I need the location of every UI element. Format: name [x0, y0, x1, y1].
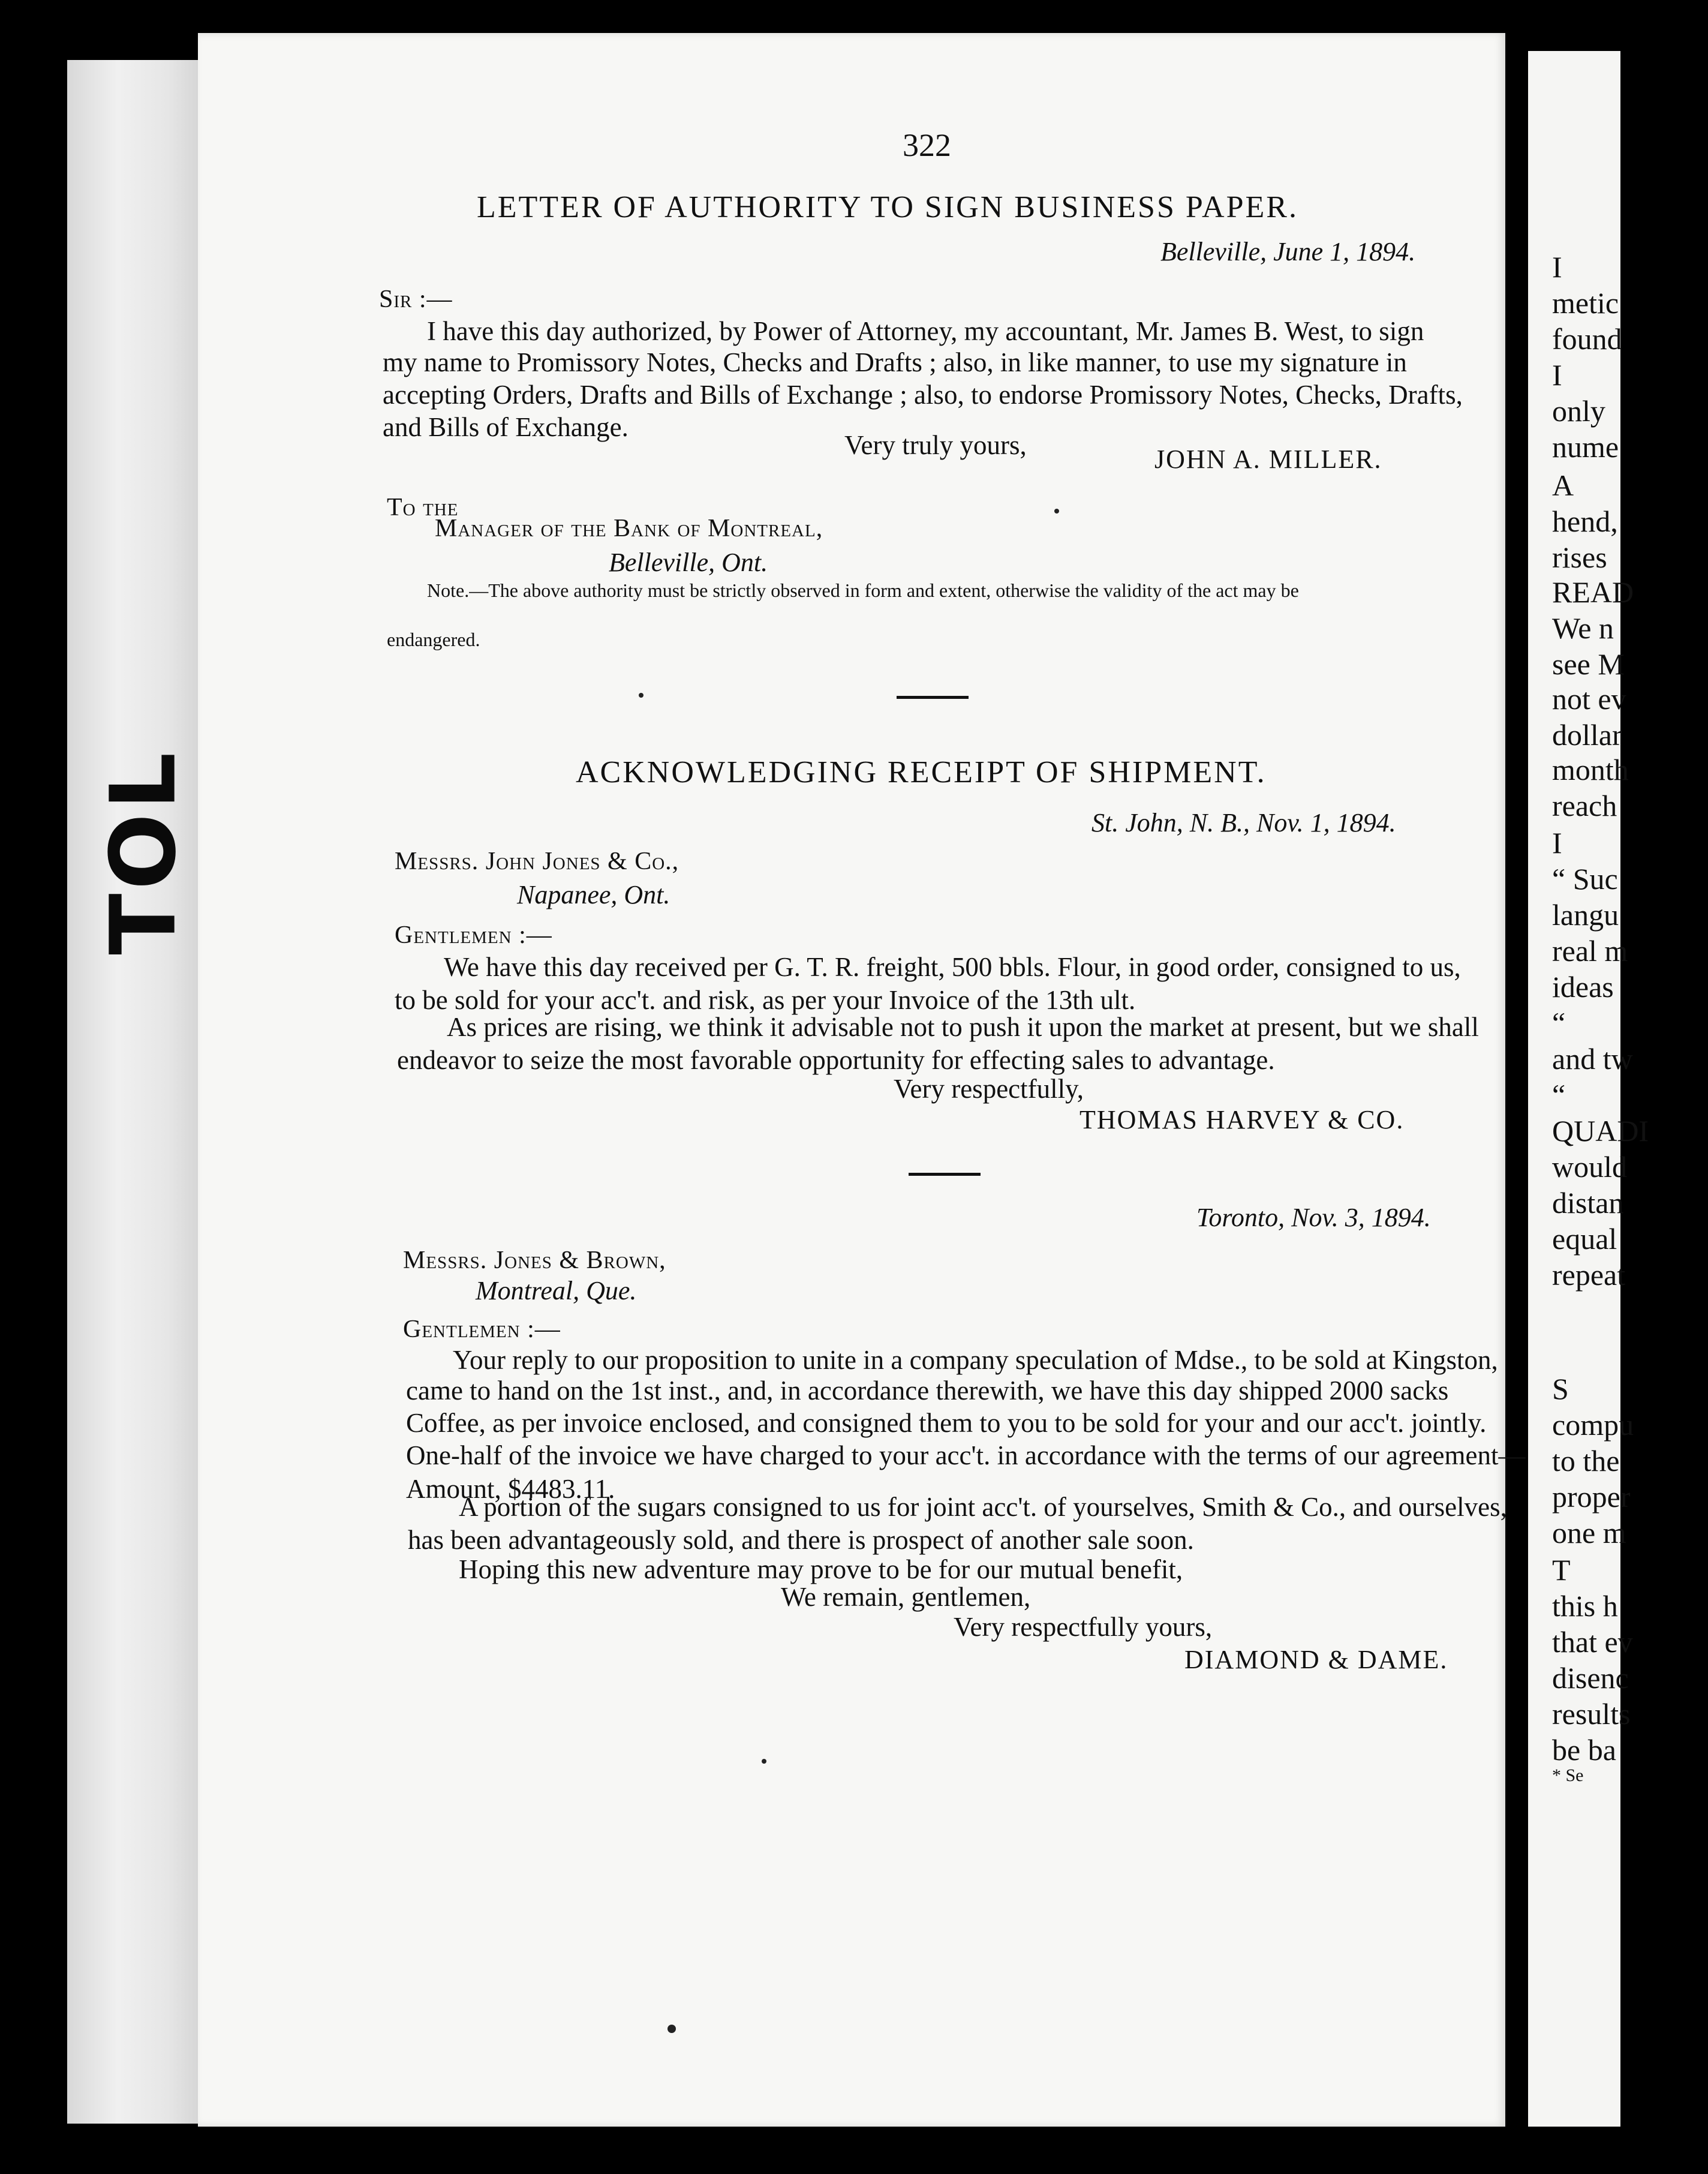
letter2-body-line: came to hand on the 1st inst., and, in accordance therewith, we have this day shipped 2000 sacks [406, 1376, 1449, 1406]
facing-page-fragment: rises [1552, 541, 1607, 574]
letter2-signature: DIAMOND & DAME. [1184, 1645, 1448, 1674]
section1-note-line: endangered. [387, 629, 480, 650]
facing-page-fragment: that ev [1552, 1625, 1633, 1659]
facing-page-fragment: A [1552, 469, 1574, 502]
section1-note-line: Note.—The above authority must be strictly observed in form and extent, otherwise the validity of the act may be [427, 579, 1299, 601]
facing-page-fragment: compu [1552, 1408, 1634, 1442]
letter1-signature: THOMAS HARVEY & CO. [1079, 1105, 1405, 1134]
facing-page-fragment: I [1552, 250, 1562, 284]
section1-body-line: my name to Promissory Notes, Checks and Drafts ; also, in like manner, to use my signature in [383, 347, 1407, 377]
facing-page-fragment: real m [1552, 934, 1628, 968]
letter1-body-line: endeavor to seize the most favorable opportunity for effecting sales to advantage. [397, 1045, 1275, 1075]
book-edge [67, 60, 211, 2124]
facing-page-fragment: QUADI [1552, 1114, 1649, 1148]
facing-page-fragment: S [1552, 1372, 1569, 1406]
scan-speck [1054, 509, 1059, 514]
facing-page-fragment: I [1552, 358, 1562, 392]
letter1-body-line: As prices are rising, we think it advisable not to push it upon the market at present, but we shall [447, 1012, 1479, 1042]
section-divider [897, 696, 969, 699]
page-number: 322 [903, 127, 951, 163]
section1-salutation: Sir :— [379, 286, 453, 313]
facing-page-fragment: “ [1552, 1006, 1566, 1040]
letter2-salutation: Gentlemen :— [403, 1316, 561, 1343]
facing-page-fragment: metic [1552, 286, 1619, 320]
facing-page-fragment: this h [1552, 1589, 1618, 1623]
section1-date: Belleville, June 1, 1894. [1160, 237, 1416, 266]
facing-page-fragment: repeat [1552, 1258, 1626, 1292]
facing-page-fragment: proper [1552, 1480, 1631, 1514]
section2-title: ACKNOWLEDGING RECEIPT OF SHIPMENT. [576, 755, 1267, 789]
letter1-body-line: We have this day received per G. T. R. freight, 500 bbls. Flour, in good order, consigned to us, [444, 952, 1461, 982]
facing-page-fragment: disenc [1552, 1661, 1629, 1695]
letter2-date: Toronto, Nov. 3, 1894. [1196, 1203, 1431, 1232]
letter2-closing: Very respectfully yours, [954, 1612, 1213, 1642]
facing-page-fragment: be ba [1552, 1733, 1616, 1767]
section1-title: LETTER OF AUTHORITY TO SIGN BUSINESS PAPER. [477, 190, 1298, 224]
facing-page-fragment: We n [1552, 611, 1614, 645]
scan-speck [667, 2025, 676, 2033]
facing-page-fragment: nume [1552, 430, 1619, 464]
section1-address-line: Manager of the Bank of Montreal, [435, 515, 823, 542]
letter1-date: St. John, N. B., Nov. 1, 1894. [1091, 808, 1396, 837]
section1-body-line: and Bills of Exchange. [383, 412, 629, 442]
letter1-address-line: Messrs. John Jones & Co., [395, 848, 679, 875]
letter2-body-line: One-half of the invoice we have charged to your acc't. in accordance with the terms of our agreement— [406, 1440, 1526, 1470]
facing-page-fragment: * Se [1552, 1765, 1584, 1785]
facing-page-fragment: dollar [1552, 718, 1622, 752]
facing-page-fragment: see M [1552, 647, 1625, 681]
section1-address-line: To the [387, 494, 459, 521]
letter2-body-line: Hoping this new adventure may prove to be for our mutual benefit, [459, 1554, 1183, 1584]
letter1-salutation: Gentlemen :— [395, 921, 552, 949]
facing-page-fragment: month [1552, 753, 1629, 786]
letter2-body-line: Your reply to our proposition to unite in a company speculation of Mdse., to be sold at Kingston, [453, 1345, 1498, 1375]
facing-page-edge [1528, 51, 1649, 2127]
section1-closing: Very truly yours, [844, 430, 1027, 460]
facing-page-fragment: one m [1552, 1516, 1626, 1550]
section1-body-line: I have this day authorized, by Power of Attorney, my accountant, Mr. James B. West, to sign [427, 316, 1424, 346]
facing-page-fragment: would [1552, 1150, 1627, 1184]
facing-page-fragment: to the [1552, 1444, 1620, 1478]
letter2-body-line: A portion of the sugars consigned to us for joint acc't. of yourselves, Smith & Co., and ourselves, [459, 1492, 1507, 1522]
scan-speck [762, 1759, 766, 1764]
letter2-address-city: Montreal, Que. [476, 1276, 637, 1305]
facing-page-fragment: READ [1552, 575, 1634, 609]
facing-page-fragment: reach [1552, 789, 1617, 822]
letter2-closing: We remain, gentlemen, [781, 1582, 1031, 1612]
letter1-address-city: Napanee, Ont. [517, 880, 670, 909]
facing-page-fragment: and tw [1552, 1042, 1633, 1076]
scan-speck [639, 693, 643, 698]
facing-page-fragment: langu [1552, 898, 1619, 932]
facing-page-fragment: ideas [1552, 970, 1614, 1004]
letter2-address-line: Messrs. Jones & Brown, [403, 1247, 666, 1274]
letter2-body-line: has been advantageously sold, and there is prospect of another sale soon. [408, 1525, 1194, 1555]
facing-page-fragment: “ [1552, 1078, 1566, 1112]
facing-page-fragment: only [1552, 394, 1605, 428]
letter-divider [909, 1173, 981, 1176]
section1-address-city: Belleville, Ont. [609, 548, 768, 577]
facing-page-fragment: T [1552, 1553, 1571, 1587]
letter1-closing: Very respectfully, [894, 1074, 1084, 1104]
facing-page-fragment: found [1552, 322, 1622, 356]
facing-page-fragment: equal [1552, 1222, 1617, 1256]
stamp-text: TOL [92, 749, 197, 955]
facing-page-fragment: not ev [1552, 682, 1626, 716]
section1-signature: JOHN A. MILLER. [1154, 445, 1382, 474]
facing-page-fragment: “ Suc [1552, 862, 1618, 896]
letter1-body-line: to be sold for your acc't. and risk, as per your Invoice of the 13th ult. [395, 985, 1136, 1015]
facing-page-fragment: hend, [1552, 505, 1618, 538]
facing-page-fragment: results [1552, 1697, 1631, 1731]
facing-page-fragment: I [1552, 826, 1562, 860]
facing-page-fragment: distan [1552, 1186, 1624, 1220]
library-stamp [92, 749, 197, 955]
letter2-body-line: Amount, $4483.11. [406, 1474, 615, 1504]
letter2-body-line: Coffee, as per invoice enclosed, and consigned them to you to be sold for your and our acc't. jointly. [406, 1408, 1487, 1438]
section1-body-line: accepting Orders, Drafts and Bills of Exchange ; also, to endorse Promissory Notes, Checks, Drafts, [383, 380, 1463, 410]
